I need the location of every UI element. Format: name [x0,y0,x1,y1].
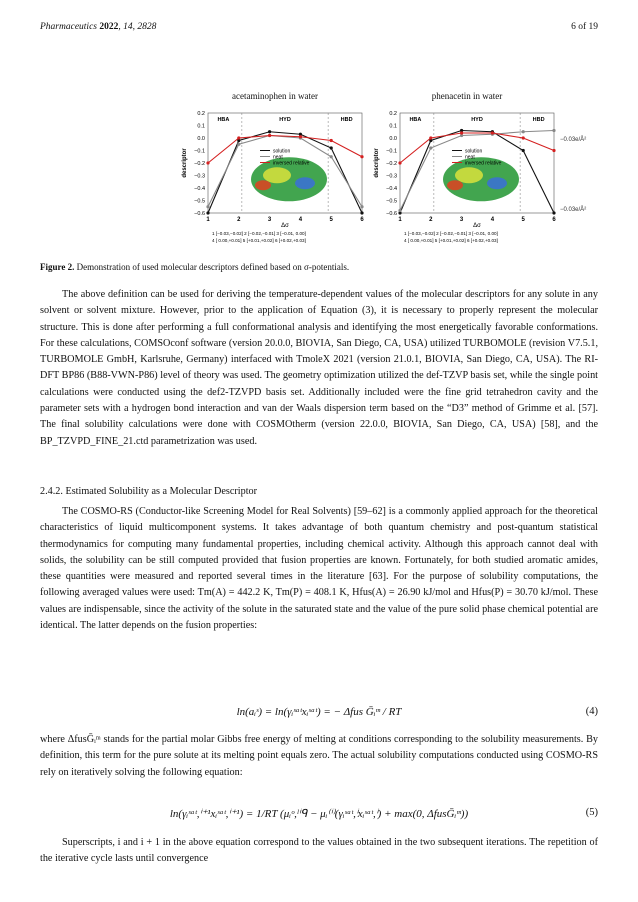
y-tick-label: −0.3 [386,173,397,180]
x-tick-label: 3 [459,217,464,223]
journal-name: Pharmaceutics [40,22,97,32]
y-tick-label: −0.6 [194,211,205,217]
page-number: 6 of 19 [571,22,598,32]
y-axis-label: descriptor [374,148,380,178]
y-tick-label: −0.5 [194,198,205,205]
scale-label-bottom: −0.03e/Å² [560,207,587,213]
data-point [552,149,555,152]
section-heading: 2.4.2. Estimated Solubility as a Molecular Descriptor [40,486,258,497]
y-tick-label: −0.4 [386,186,397,192]
x-tick-label: 1 [206,217,210,223]
region-label: HBD [340,117,353,123]
paragraph-4: Superscripts, i and i + 1 in the above equation correspond to the values obtained in the two subsequent iterations. The repetition of the iterative cycle lasts until convergence [40,837,598,865]
x-axis-label: Δσ [281,223,289,229]
y-tick-label: −0.1 [194,148,205,155]
legend-label: inversed relative [273,160,310,167]
y-tick-label: −0.4 [194,186,205,192]
x-tick-label: 5 [329,217,333,223]
journal-year: 2022 [99,22,119,32]
paragraph-4-block [40,835,598,868]
y-tick-label: 0.1 [197,123,205,130]
region-label: HBA [217,117,230,123]
data-point [206,211,209,214]
panel-title: phenacetin in water [431,91,503,101]
y-tick-label: 0.2 [197,111,205,117]
bin-legend-line: 1 [−0.03,−0.02] 2 [−0.02,−0.01] 3 [−0.01, 0.00] [212,231,306,236]
bin-legend-line: 4 [ 0.00,+0.01] 5 [+0.01,+0.02] 6 [+0.02,+0.03] [404,238,498,243]
data-point [491,131,494,134]
data-point [398,209,401,212]
figure-caption [40,262,598,272]
equation-5-text: ln(γᵢˢᵃᵗ,ⁱ⁺¹xᵢˢᵃᵗ,ⁱ⁺¹) = 1/RT (μᵢᵒ,ˡⁱᑫ − μᵢ⁽ⁱ⁾(γᵢˢᵃᵗ,ⁱxᵢˢᵃᵗ,ⁱ) + max(0, ΔfusḠᵢᵐ)) [169,808,469,820]
x-tick-label: 1 [398,217,402,223]
y-tick-label: −0.6 [386,211,397,217]
page-header: Pharmaceutics 2022, 14, 2828 6 of 19 [40,22,598,32]
data-point [398,161,401,164]
x-tick-label: 2 [429,217,433,223]
x-tick-label: 4 [490,217,495,223]
figure-panel-acetaminophen [180,91,370,250]
paragraph-1: The above definition can be used for deriving the temperature-dependent values of the molecular descriptors for any solute in any solvent or solvent mixture. However, prior to the application of Equation (3), it is necessary to properly represent the molecular structure. This is done after performing a full conformational analysis and identifying the most energetically favorable conformations. For these calculations, COMSOconf software (version 20.0.0, BIOVIA, San Diego, CA, USA) utilized TURBOMOLE (revision V7.5.1, TURBOMOLE GmbH, Karlsruhe, Germany) interfaced with TmoleX 2021 (version 21.0.1, BIOVIA, San Diego, CA, USA). The RI-DFT BP86 (B88-VWN-P86) level of theory was used. The geometry optimization utilized the def-TZVP basis set, while the single point calculations were conducted using the def2-TZVPD basis set. Additionally included were the fine grid tetrahedron cavity and the parameter sets with a hydrogen bond interaction and van der Waals dispersion term based on the “D3” method of Grimme et al. [57]. The final solubility calculations were done with COSMOtherm (version 22.0.0, BIOVIA, San Diego, CA, USA) [58], and the BP_TZVPD_FINE_21.ctd parametrization was used. [40,289,598,447]
data-point [330,155,333,158]
data-point [330,146,333,149]
legend-label: inversed relative [465,160,502,167]
equation-4 [40,706,598,718]
paragraph-3: where ΔfusḠᵢᵐ stands for the partial molar Gibbs free energy of melting at conditions corresponding to the solubility measurements. By definition, this term for the pure solute at its melting point equals zero. The actual solubility computations conducted using COSMO-RS rely on iteratively solving the following equation: [40,734,598,778]
paragraph-2: The COSMO-RS (Conductor-like Screening Model for Real Solvents) [59–62] is a commonly applied approach for the theoretical characteristics of liquid multicomponent systems. It takes advantage of both quantum chemistry and post-quantum statistical thermodynamics for computing many fundamental properties, including chemical activity. Although this approach cannot deal with solids, the solubility can be still computed provided that fusion properties are known. Fortunately, for both studied aromatic amides, these quantities were measured and reported several times in the literature [63]. For the purpose of solubility computations, the following averaged values were used: Tm(A) = 442.2 K, Tm(P) = 408.1 K, Hfus(A) = 26.90 kJ/mol and Hfus(P) = 30.70 kJ/mol. These values are indispensable, since the activity of the solute in the saturated state and the value of the pure solid phase chemical potential are identical. The latter depends on the fusion properties: [40,506,598,632]
data-point [268,130,271,133]
x-axis-label: Δσ [473,223,481,229]
data-point [552,129,555,132]
legend-label: neat [273,154,283,161]
molecule-surface-region [295,177,315,189]
data-point [360,205,363,208]
data-point [552,211,555,214]
region-label: HYD [279,117,291,123]
bin-legend-line: 1 [−0.03,−0.02] 2 [−0.02,−0.01] 3 [−0.01, 0.00] [404,231,498,236]
chart-acetaminophen [180,105,370,255]
y-tick-label: 0.1 [389,123,397,130]
equation-5 [40,807,598,820]
scale-label-top: −0.03e/Å² [560,137,587,143]
data-point [429,136,432,139]
data-point [237,143,240,146]
caption-label: Figure 2. [40,262,75,272]
data-point [522,149,525,152]
data-point [237,136,240,139]
equation-4-text: ln(aᵢˢ) = ln(γᵢˢᵃᵗxᵢˢᵃᵗ) = − Δfus Ḡᵢᵐ / RT [236,706,402,718]
y-tick-label: 0.0 [197,136,205,142]
article-number: 2828 [137,22,157,32]
data-point [268,134,271,137]
y-tick-label: −0.3 [194,173,205,180]
y-tick-label: 0.2 [389,111,397,117]
data-point [206,205,209,208]
x-tick-label: 4 [298,217,303,223]
data-point [522,130,525,133]
journal-volume: 14 [123,22,133,32]
data-point [299,135,302,138]
figure-panel-phenacetin [372,91,562,250]
legend-label: neat [465,154,475,161]
molecule-surface-region [487,177,507,189]
paragraph-3-block [40,732,598,781]
y-tick-label: −0.5 [386,198,397,205]
x-tick-label: 2 [237,217,241,223]
chart-phenacetin [372,105,562,255]
region-label: HYD [471,117,483,123]
paragraph-1-block [40,287,598,450]
data-point [330,139,333,142]
data-point [206,161,209,164]
y-axis-label: descriptor [182,148,188,178]
molecule-surface-region [263,167,291,183]
equation-4-number: (4) [585,706,598,717]
region-label: HBA [409,117,422,123]
x-tick-label: 5 [521,217,525,223]
molecule-surface-region [455,167,483,183]
data-point [460,131,463,134]
y-tick-label: −0.1 [386,148,397,155]
y-tick-label: −0.2 [386,161,397,167]
data-point [360,155,363,158]
caption-text: Demonstration of used molecular descriptors defined based on σ-potentials. [76,262,350,272]
bin-legend-line: 4 [ 0.00,+0.01] 5 [+0.01,+0.02] 6 [+0.02,+0.03] [212,238,306,243]
y-tick-label: −0.2 [194,161,205,167]
legend-label: solution [465,148,483,155]
y-tick-label: 0.0 [389,136,397,142]
molecule-surface-region [447,180,463,190]
x-tick-label: 3 [267,217,272,223]
panel-title: acetaminophen in water [232,91,318,101]
x-tick-label: 6 [360,217,364,223]
data-point [429,146,432,149]
equation-5-number: (5) [585,807,598,818]
region-label: HBD [532,117,545,123]
data-point [360,211,363,214]
paragraph-2-block [40,504,598,634]
x-tick-label: 6 [552,217,556,223]
molecule-surface-region [255,180,271,190]
data-point [522,136,525,139]
legend-label: solution [273,148,291,155]
